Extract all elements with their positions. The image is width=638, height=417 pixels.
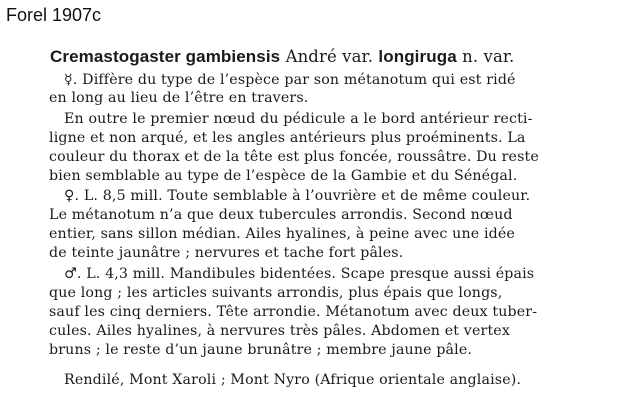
text-line-worker-1: ☿. Diffère du type de l’espèce par son métanotum qui est ridé bbox=[64, 72, 516, 88]
text-line-worker-4: ligne et non arqué, et les angles antérieurs plus proéminents. La bbox=[49, 130, 526, 146]
text-line-worker-2: en long au lieu de l’être en travers. bbox=[49, 90, 309, 106]
genus-species-name: Cremastogaster gambiensis bbox=[50, 47, 281, 66]
text-line-male-1: ♂. L. 4,3 mill. Mandibules bidentées. Scape presque aussi épais bbox=[64, 266, 535, 282]
text-line-female-3: entier, sans sillon médian. Ailes hyalines, à peine avec une idée bbox=[49, 226, 515, 242]
text-line-male-3: sauf les cinq derniers. Tête arrondie. Métanotum avec deux tuber- bbox=[49, 304, 538, 320]
variety-name: longiruga bbox=[378, 47, 457, 66]
source-label: Forel 1907c bbox=[6, 5, 102, 25]
text-line-worker-3: En outre le premier nœud du pédicule a le bord antérieur recti- bbox=[64, 111, 533, 127]
text-line-male-4: cules. Ailes hyalines, à nervures très pâles. Abdomen et vertex bbox=[49, 323, 510, 339]
locality-line: Rendilé, Mont Xaroli ; Mont Nyro (Afrique orientale anglaise). bbox=[64, 372, 522, 388]
author-variety-label: André var. bbox=[285, 47, 374, 66]
new-variety-status: n. var. bbox=[462, 47, 515, 66]
text-line-female-4: de teinte jaunâtre ; nervures et tache fort pâles. bbox=[49, 245, 404, 261]
taxon-title bbox=[50, 47, 514, 67]
text-line-worker-5: couleur du thorax et de la tête est plus foncée, roussâtre. Du reste bbox=[49, 149, 539, 165]
text-line-female-2: Le métanotum n’a que deux tubercules arrondis. Second nœud bbox=[49, 207, 513, 223]
text-line-worker-6: bien semblable au type de l’espèce de la Gambie et du Sénégal. bbox=[49, 168, 518, 184]
text-line-male-2: que long ; les articles suivants arrondis, plus épais que longs, bbox=[49, 285, 503, 301]
text-line-female-1: ♀. L. 8,5 mill. Toute semblable à l’ouvrière et de même couleur. bbox=[64, 188, 531, 204]
text-line-male-5: bruns ; le reste d’un jaune brunâtre ; membre jaune pâle. bbox=[49, 342, 473, 358]
